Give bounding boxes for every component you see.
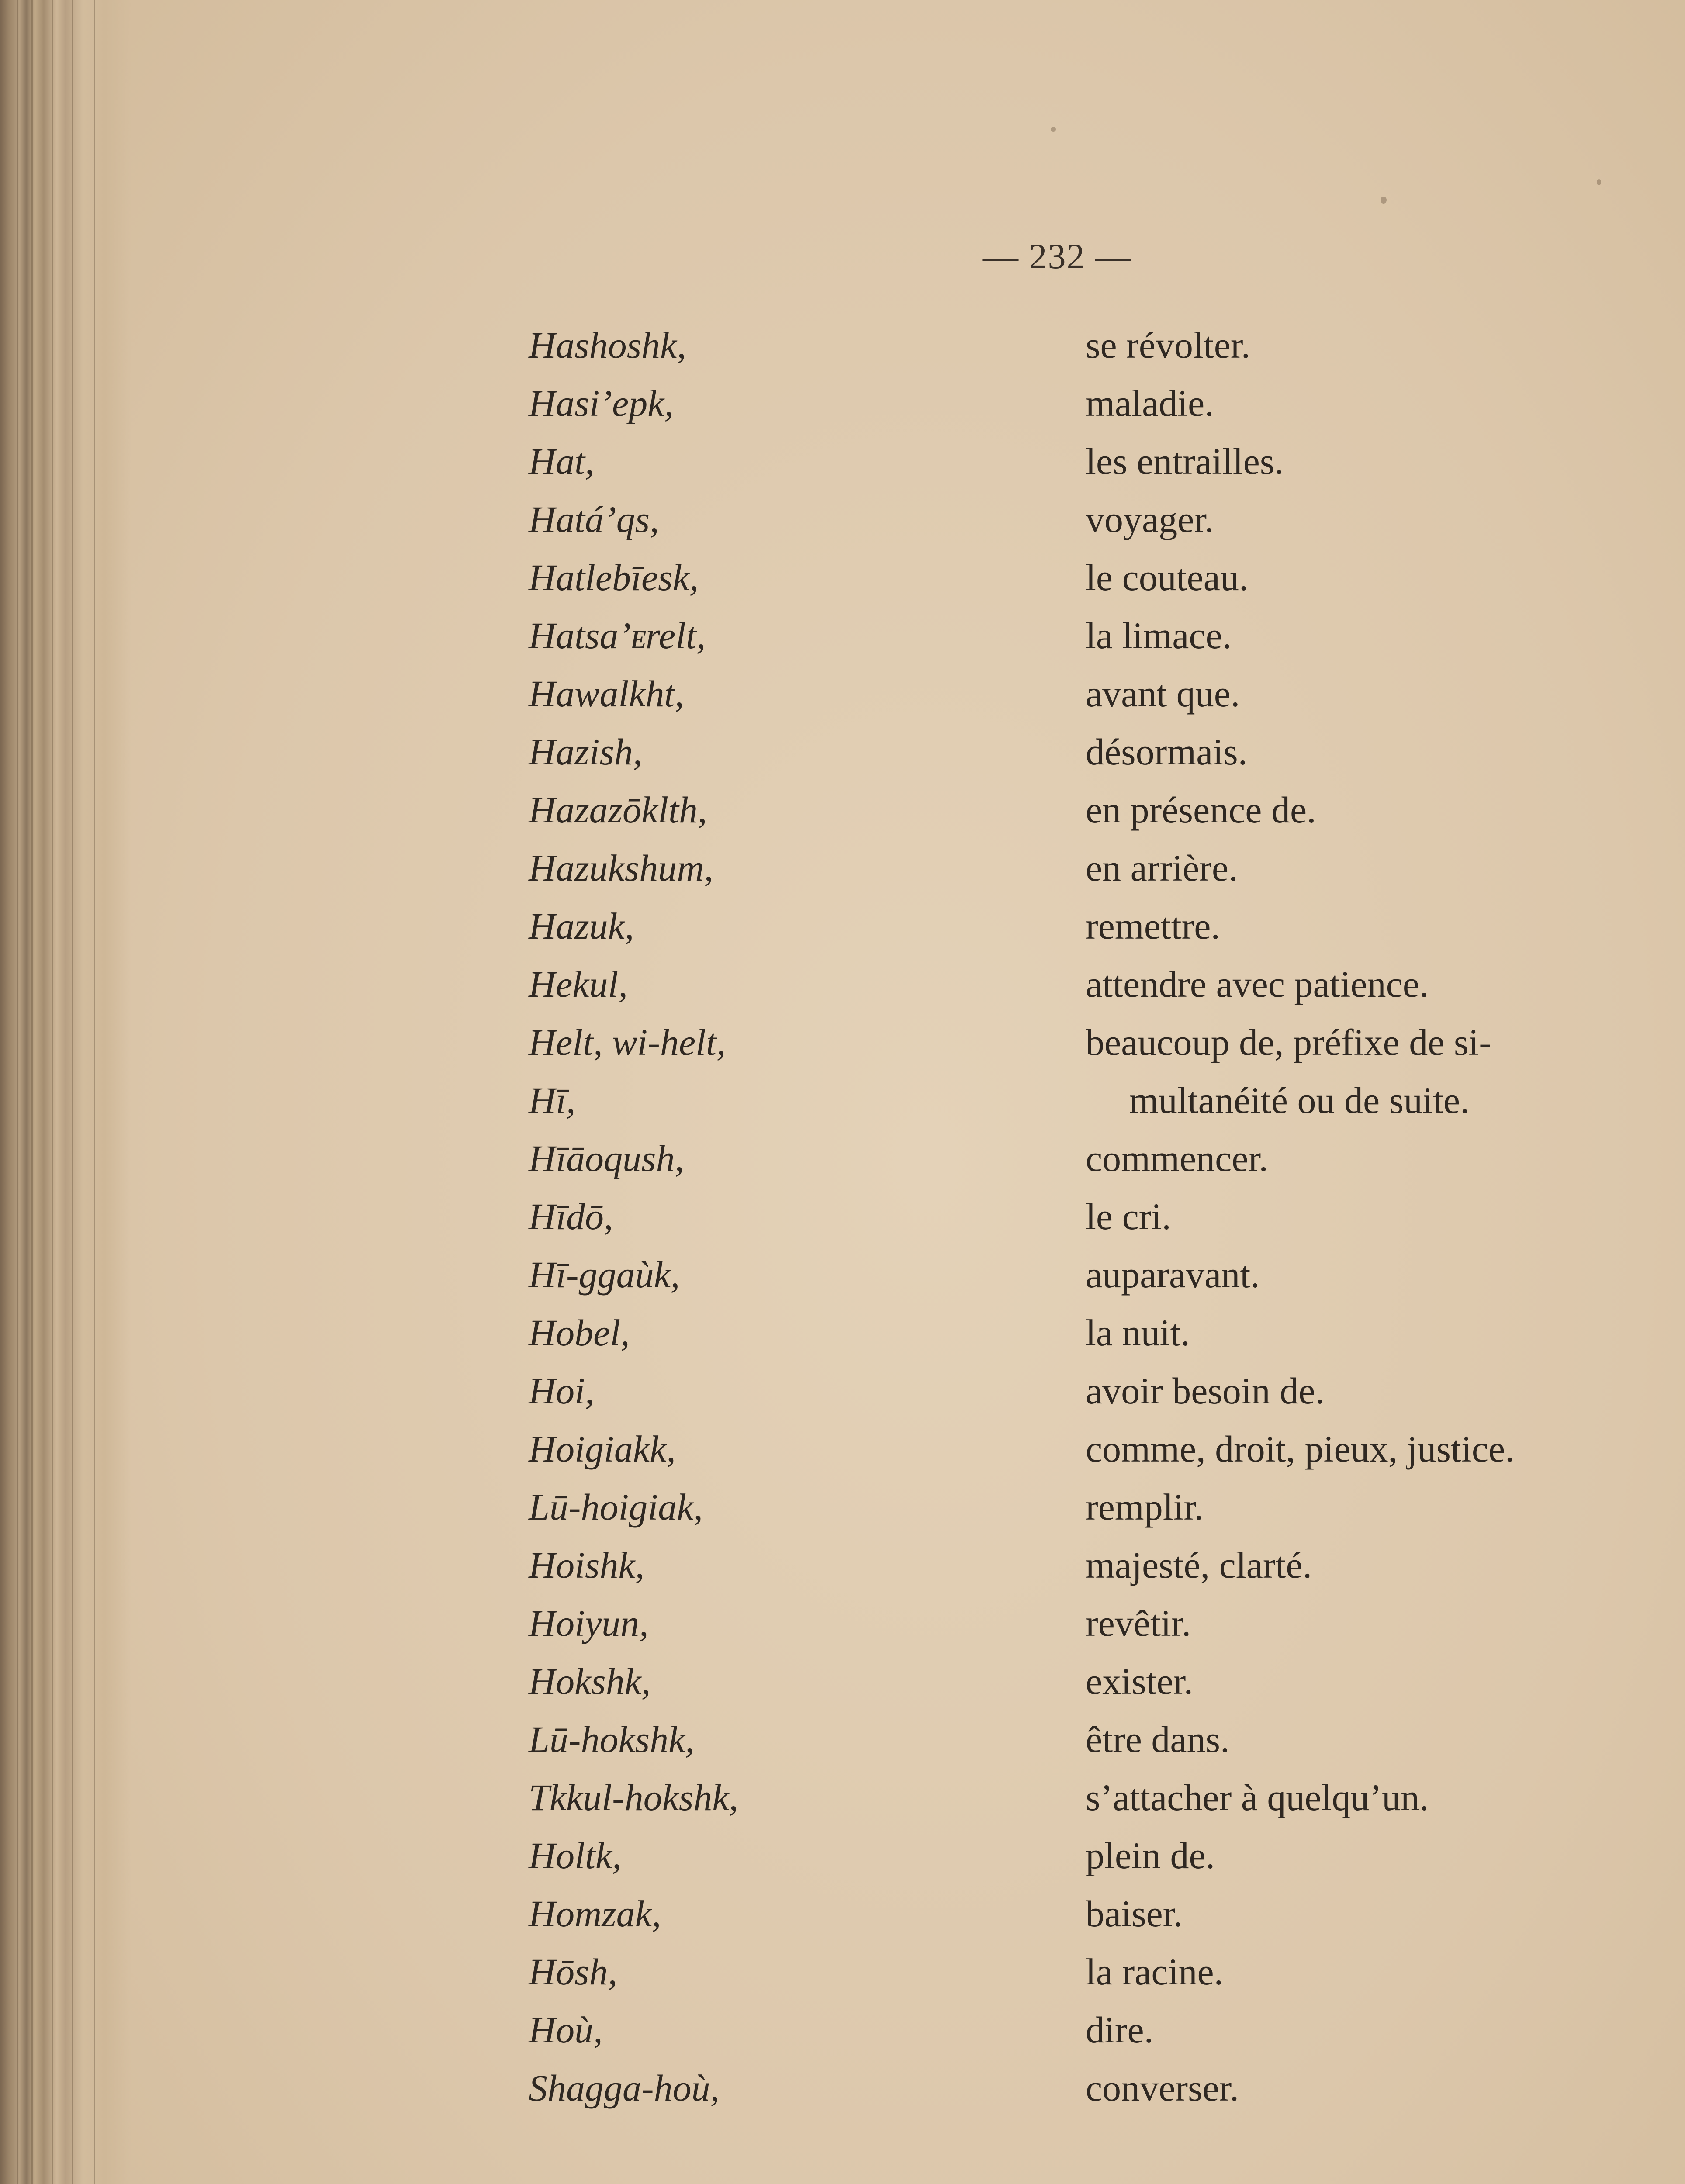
glossary-entry: [529, 1078, 1621, 1137]
entry-gloss: majesté, clarté.: [1086, 1544, 1312, 1586]
page-number: — 232 —: [983, 236, 1132, 276]
entry-term: Hazukshum,: [529, 847, 713, 889]
entry-term: Hoishk,: [529, 1544, 645, 1586]
entry-gloss: maladie.: [1086, 382, 1214, 424]
glossary-entry: [529, 730, 1621, 788]
glossary-entry: [529, 962, 1621, 1020]
entry-gloss: baiser.: [1086, 1893, 1183, 1935]
entry-gloss: comme, droit, pieux, justice.: [1086, 1428, 1515, 1470]
entry-term: Hī,: [529, 1079, 576, 1121]
entry-term: Hawalkht,: [529, 673, 684, 715]
glossary-entry: [529, 1950, 1621, 2008]
page-edge-line: [72, 0, 73, 2184]
entry-term: Hashoshk,: [529, 324, 686, 366]
glossary-entry: [529, 1892, 1621, 1950]
entry-gloss: remplir.: [1086, 1486, 1204, 1528]
entry-gloss: s’attacher à quelqu’un.: [1086, 1776, 1429, 1818]
glossary-entry: [529, 1427, 1621, 1485]
entry-gloss: attendre avec patience.: [1086, 963, 1429, 1005]
glossary-entry: [529, 1195, 1621, 1253]
entry-gloss: exister.: [1086, 1660, 1193, 1702]
entry-gloss: avant que.: [1086, 673, 1240, 715]
glossary-entry: [529, 323, 1621, 381]
entry-gloss: les entrailles.: [1086, 440, 1284, 482]
paper-speck: [1051, 127, 1056, 132]
glossary-entry: [529, 1834, 1621, 1892]
entry-term: Hoigiakk,: [529, 1428, 676, 1470]
entry-term: Holtk,: [529, 1835, 622, 1876]
entry-term: Hīdō,: [529, 1196, 613, 1237]
glossary-entry: [529, 1717, 1621, 1776]
entry-term: Hī-ggaùk,: [529, 1254, 680, 1296]
entry-gloss: la racine.: [1086, 1951, 1224, 1993]
entry-gloss: avoir besoin de.: [1086, 1370, 1325, 1412]
entry-gloss: beaucoup de, préfixe de si-: [1086, 1021, 1491, 1063]
glossary-entry: [529, 381, 1621, 439]
page-edge-line: [31, 0, 33, 2184]
entry-gloss: en arrière.: [1086, 847, 1238, 889]
entry-term: Shagga-hoù,: [529, 2067, 720, 2109]
entry-term: Hoù,: [529, 2009, 603, 2051]
glossary-entry: [529, 1776, 1621, 1834]
glossary-entry: [529, 556, 1621, 614]
entry-gloss: auparavant.: [1086, 1254, 1260, 1296]
entry-term: Hīāoqush,: [529, 1137, 684, 1179]
glossary-entry: [529, 1369, 1621, 1427]
entry-term: Hat,: [529, 440, 595, 482]
page-edge-line: [17, 0, 18, 2184]
entry-term: Hatá’qs,: [529, 498, 659, 540]
entry-gloss: le couteau.: [1086, 556, 1249, 598]
entry-gloss: être dans.: [1086, 1718, 1230, 1760]
glossary-entry: [529, 904, 1621, 962]
entry-gloss-continuation: multanéité ou de suite.: [1129, 1079, 1470, 1121]
glossary-entry: [529, 2008, 1621, 2066]
entry-term: Hazazōklth,: [529, 789, 707, 831]
entry-term: Hoiyun,: [529, 1602, 649, 1644]
entry-term: Hekul,: [529, 963, 628, 1005]
glossary-entry: [529, 788, 1621, 846]
entry-gloss: commencer.: [1086, 1137, 1268, 1179]
entry-term: Hatsa’ᴇrelt,: [529, 615, 706, 657]
page-edge-line: [94, 0, 95, 2184]
glossary-entry: [529, 1543, 1621, 1601]
entry-gloss: plein de.: [1086, 1835, 1215, 1876]
entry-term: Hobel,: [529, 1312, 630, 1354]
page-binding-edge: [0, 0, 131, 2184]
entry-gloss: remettre.: [1086, 905, 1220, 947]
entry-term: Tkkul-hokshk,: [529, 1776, 739, 1818]
entry-term: Hōsh,: [529, 1951, 618, 1993]
entry-term: Lū-hokshk,: [529, 1718, 695, 1760]
glossary-entry: [529, 439, 1621, 498]
entry-gloss: dire.: [1086, 2009, 1154, 2051]
glossary-entry: [529, 1253, 1621, 1311]
glossary-entry: [529, 672, 1621, 730]
glossary-entry: [529, 1311, 1621, 1369]
glossary-entry: [529, 846, 1621, 904]
paper-speck: [1381, 197, 1387, 204]
entry-term: Hatlebīesk,: [529, 556, 699, 598]
entry-term: Homzak,: [529, 1893, 661, 1935]
paper-speck: [1597, 179, 1601, 185]
entry-gloss: la limace.: [1086, 615, 1232, 657]
glossary-entry: [529, 614, 1621, 672]
entry-term: Hazish,: [529, 731, 643, 773]
entry-gloss: se révolter.: [1086, 324, 1251, 366]
glossary-entry: [529, 1601, 1621, 1659]
entry-term: Hazuk,: [529, 905, 634, 947]
glossary-entry: [529, 1485, 1621, 1543]
entry-term: Lū-hoigiak,: [529, 1486, 703, 1528]
glossary-entry: [529, 2066, 1621, 2124]
entry-term: Hasi’epk,: [529, 382, 674, 424]
entry-gloss: le cri.: [1086, 1196, 1171, 1237]
entry-gloss: désormais.: [1086, 731, 1248, 773]
entry-gloss: la nuit.: [1086, 1312, 1190, 1354]
page-edge-line: [52, 0, 53, 2184]
entry-gloss: voyager.: [1086, 498, 1214, 540]
glossary-entry: [529, 1659, 1621, 1717]
entry-gloss: revêtir.: [1086, 1602, 1191, 1644]
entry-term: Hoi,: [529, 1370, 595, 1412]
entry-gloss: en présence de.: [1086, 789, 1316, 831]
glossary-entry: [529, 1137, 1621, 1195]
entry-term: Helt, wi-helt,: [529, 1021, 726, 1063]
entry-term: Hokshk,: [529, 1660, 651, 1702]
glossary-entry-list: [529, 323, 1621, 2124]
glossary-entry: [529, 1020, 1621, 1078]
entry-gloss: converser.: [1086, 2067, 1239, 2109]
glossary-entry: [529, 498, 1621, 556]
